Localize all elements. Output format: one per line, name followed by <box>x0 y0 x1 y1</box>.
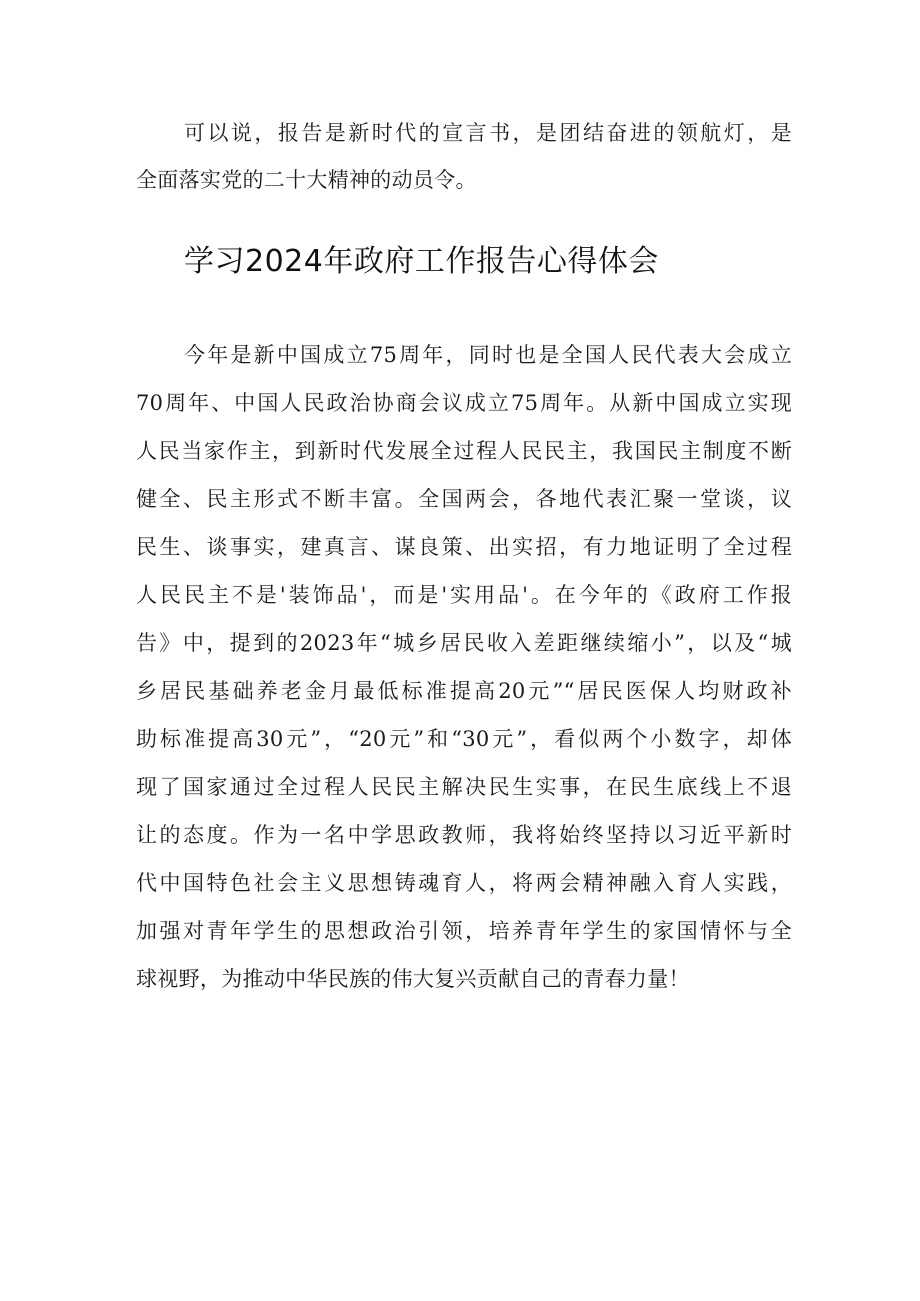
paragraph-line: 告》中，提到的2023年“城乡居民收入差距继续缩小”，以及“城 <box>136 631 792 655</box>
paragraph-line: 球视野，为推动中华民族的伟大复兴贡献自己的青春力量！ <box>136 967 690 991</box>
paragraph-line: 让的态度。作为一名中学思政教师，我将始终坚持以习近平新时 <box>136 823 792 847</box>
paragraph-line: 乡居民基础养老金月最低标准提高20元”“居民医保人均财政补 <box>136 679 792 703</box>
paragraph-line: 加强对青年学生的思想政治引领，培养青年学生的家国情怀与全 <box>136 919 792 943</box>
paragraph-line: 人民民主不是'装饰品'，而是'实用品'。在今年的《政府工作报 <box>136 583 792 607</box>
paragraph-line: 健全、民主形式不断丰富。全国两会，各地代表汇聚一堂谈，议 <box>136 487 792 511</box>
intro-line: 可以说，报告是新时代的宣言书，是团结奋进的领航灯，是 <box>184 121 792 145</box>
paragraph-line: 70周年、中国人民政治协商会议成立75周年。从新中国成立实现 <box>136 391 792 415</box>
paragraph-line: 今年是新中国成立75周年，同时也是全国人民代表大会成立 <box>184 343 792 367</box>
intro-line: 全面落实党的二十大精神的动员令。 <box>136 168 477 192</box>
page-title: 学习2024年政府工作报告心得体会 <box>184 244 659 279</box>
paragraph-line: 代中国特色社会主义思想铸魂育人，将两会精神融入育人实践， <box>136 871 792 895</box>
paragraph-line: 民生、谈事实，建真言、谋良策、出实招，有力地证明了全过程 <box>136 535 792 559</box>
paragraph-line: 人民当家作主，到新时代发展全过程人民民主，我国民主制度不断 <box>136 439 792 463</box>
paragraph-line: 助标准提高30元”，“20元”和“30元”，看似两个小数字，却体 <box>136 727 792 751</box>
paragraph-line: 现了国家通过全过程人民民主解决民生实事，在民生底线上不退 <box>136 775 792 799</box>
